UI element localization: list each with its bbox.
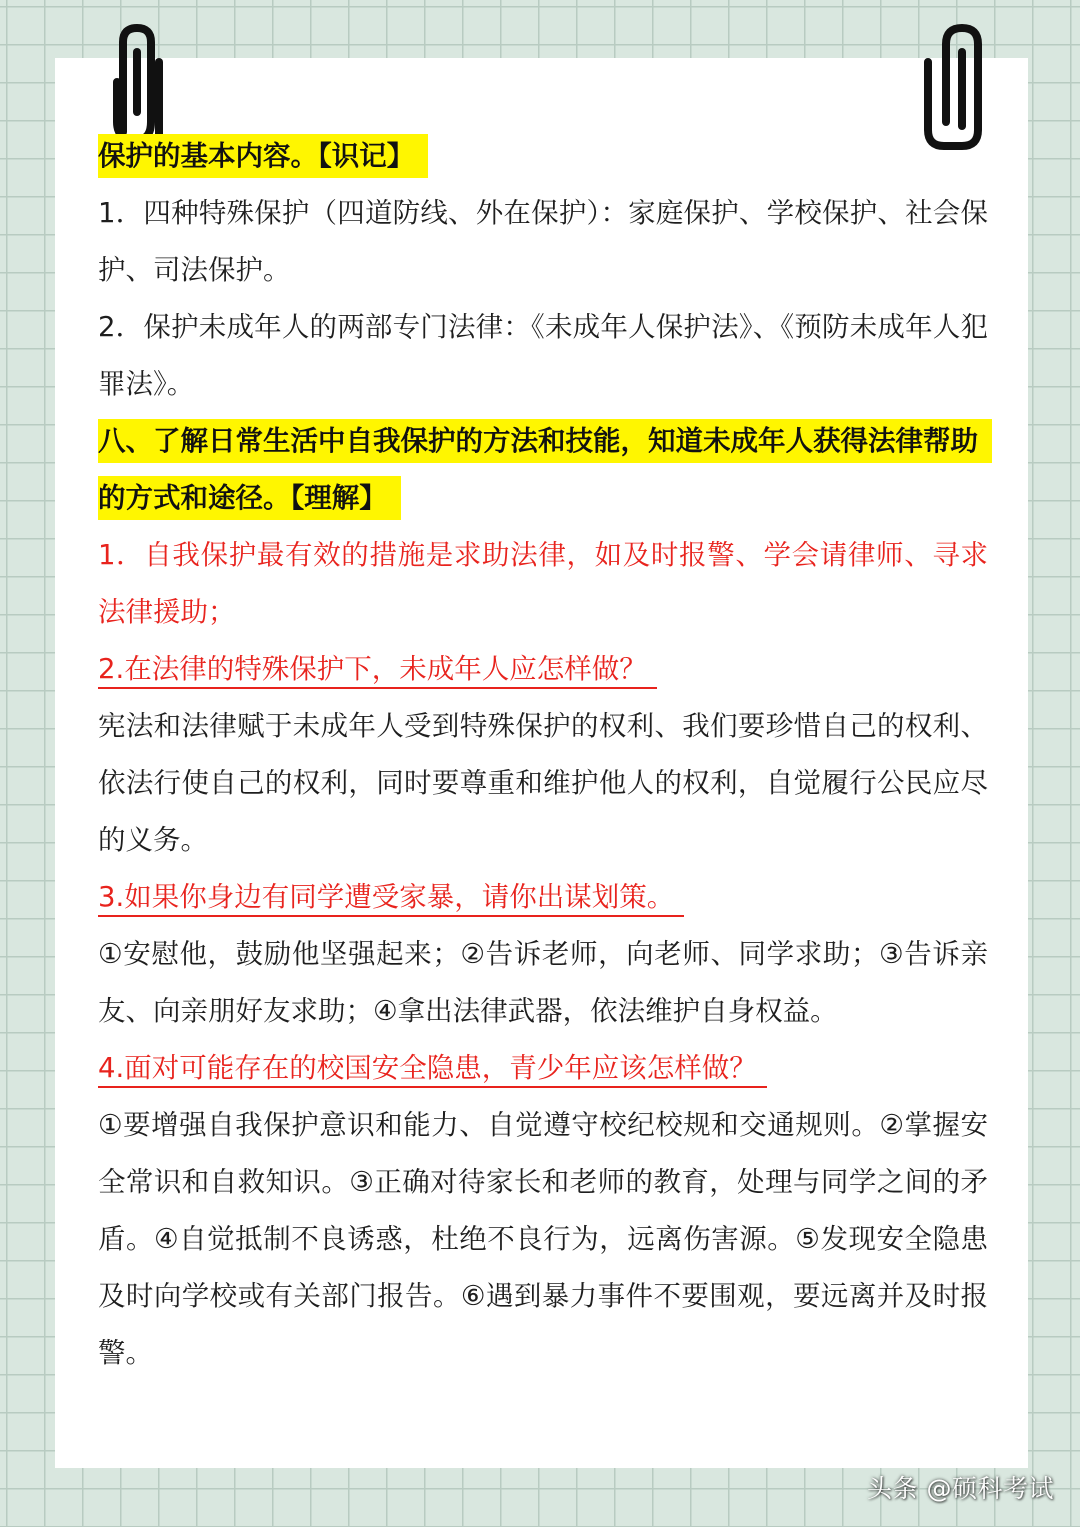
question-4: 4.面对可能存在的校国安全隐患，青少年应该怎样做？ [98, 1040, 988, 1097]
section-heading-fragment: 保护的基本内容。【识记】 [98, 128, 988, 185]
question-3: 3.如果你身边有同学遭受家暴，请你出谋划策。 [98, 869, 988, 926]
paragraph-special-laws: 2．保护未成年人的两部专门法律：《未成年人保护法》、《预防未成年人犯罪法》。 [98, 311, 988, 400]
answer-2: 宪法和法律赋于未成年人受到特殊保护的权利、我们要珍惜自己的权利、依法行使自己的权利，同时要尊重和维护他人的权利，自觉履行公民应尽的义务。 [98, 710, 988, 856]
document-body [98, 128, 988, 1382]
red-point-1: 1．自我保护最有效的措施是求助法律，如及时报警、学会请律师、寻求法律援助； [98, 539, 988, 628]
section-heading-8: 八、了解日常生活中自我保护的方法和技能，知道未成年人获得法律帮助的方式和途径。【理解】 [98, 413, 988, 527]
paragraph-special-protection: 1．四种特殊保护（四道防线、外在保护）：家庭保护、学校保护、社会保护、司法保护。 [98, 197, 988, 286]
answer-4: ①要增强自我保护意识和能力、自觉遵守校纪校规和交通规则。②掌握安全常识和自救知识。③正确对待家长和老师的教育，处理与同学之间的矛盾。④自觉抵制不良诱惑，杜绝不良行为，远离伤害源。⑤发现安全隐患及时向学校或有关部门报告。⑥遇到暴力事件不要围观，要远离并及时报警。 [98, 1109, 988, 1369]
watermark: 头条 @硕科考试 [867, 1474, 1054, 1503]
question-2: 2.在法律的特殊保护下，未成年人应怎样做？ [98, 641, 988, 698]
answer-3: ①安慰他，鼓励他坚强起来；②告诉老师，向老师、同学求助；③告诉亲友、向亲朋好友求助；④拿出法律武器，依法维护自身权益。 [98, 938, 988, 1027]
